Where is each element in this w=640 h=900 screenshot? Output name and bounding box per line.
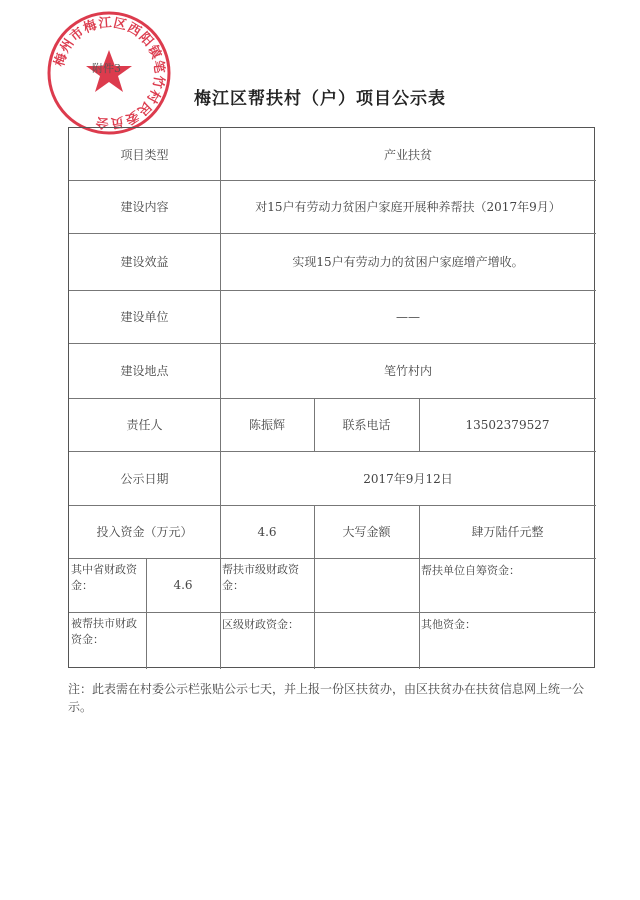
investment-value: 4.6 [257,524,277,539]
construction-unit-value: —— [396,309,420,324]
construction-content-label: 建设内容 [120,200,169,214]
city-help-funds-label: 帮扶市级财政资金： [222,563,299,592]
construction-content-value: 对15户有劳动力贫困户家庭开展种养帮扶（2017年9月） [255,200,561,214]
construction-benefit-label: 建设效益 [120,255,169,269]
provincial-funds-label: 其中省财政资金： [71,563,137,592]
project-type-label: 项目类型 [120,147,169,162]
phone-label: 联系电话 [342,418,391,432]
capital-amount-value: 肆万陆仟元整 [471,525,544,539]
capital-amount-label: 大写金额 [342,525,391,539]
page-title: 梅江区帮扶村（户）项目公示表 [194,89,446,109]
other-funds-label: 其他资金： [421,618,476,631]
provincial-funds-value: 4.6 [173,578,193,592]
construction-benefit-value: 实现15户有劳动力的贫困户家庭增产增收。 [292,255,524,269]
attachment-label: 附件3 [92,62,121,75]
investment-label: 投入资金（万元） [96,525,193,539]
notice-date-label: 公示日期 [120,471,169,486]
project-type-value: 产业扶贫 [383,147,432,162]
helped-city-funds-label: 被帮扶市财政资金： [71,617,137,646]
district-funds-label: 区级财政资金： [222,618,299,631]
unit-self-funds-label: 帮扶单位自筹资金： [421,564,520,577]
notice-date-value: 2017年9月12日 [363,471,453,486]
responsible-label: 责任人 [126,418,163,432]
svg-text:梅州市梅江区西阳镇笔竹村民委员会: 梅州市梅江区西阳镇笔竹村民委员会 [52,15,167,131]
project-notice-table [68,127,595,668]
construction-site-label: 建设地点 [120,364,169,378]
responsible-name: 陈振辉 [248,418,285,432]
phone-value: 13502379527 [465,417,550,432]
construction-unit-label: 建设单位 [120,310,169,324]
construction-site-value: 笔竹村内 [383,364,432,378]
footnote: 注：此表需在村委公示栏张贴公示七天，并上报一份区扶贫办，由区扶贫办在扶贫信息网上统一公示。 [68,682,585,714]
